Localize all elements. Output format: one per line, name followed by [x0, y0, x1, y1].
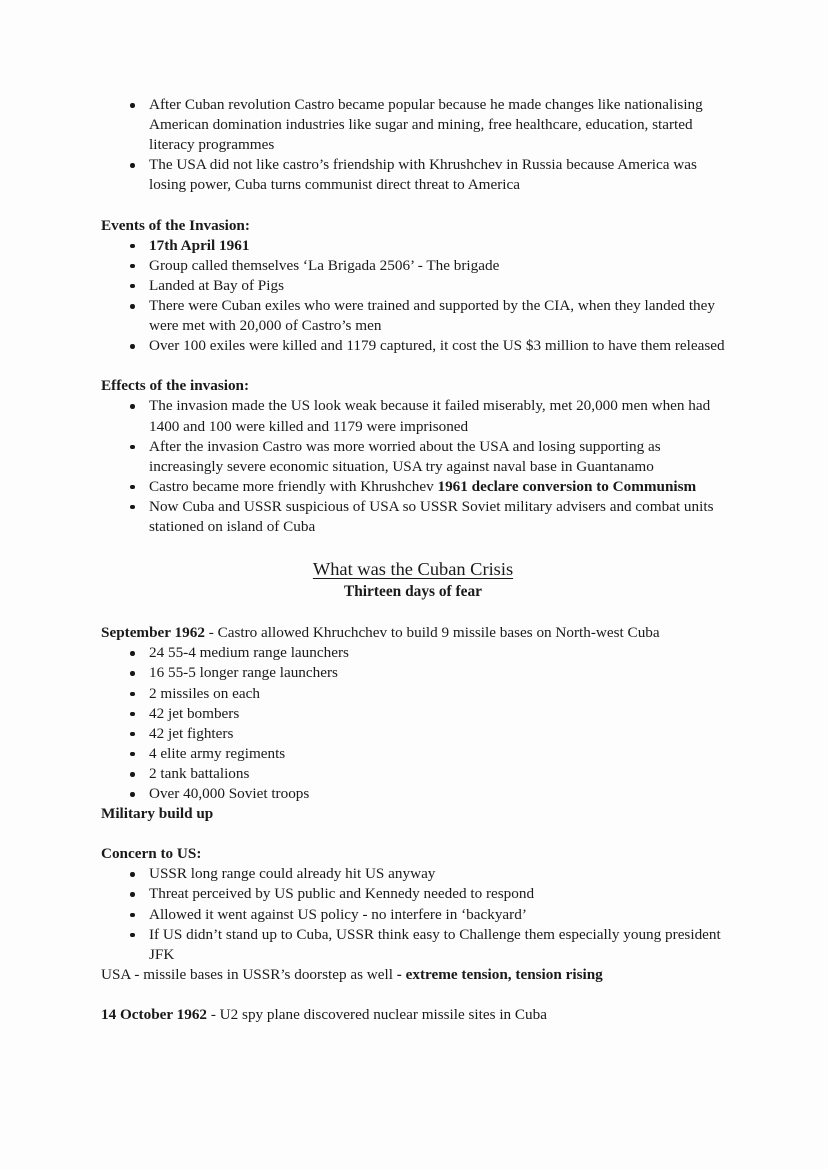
- events-bullet-list: [101, 236, 725, 357]
- section-spacer: [101, 356, 725, 376]
- usa-text-bold: - extreme tension, tension rising: [396, 965, 603, 983]
- page-subtitle: Thirteen days of fear: [343, 583, 483, 601]
- usa-text-plain: USA - missile bases in USSR’s doorstep as well: [101, 965, 397, 983]
- list-item: 4 elite army regiments: [101, 744, 725, 764]
- october-text: - U2 spy plane discovered nuclear missile sites in Cuba: [207, 1006, 547, 1024]
- military-build-up-heading: Military build up: [101, 805, 214, 823]
- september-1962-line: [101, 623, 725, 643]
- list-item: The invasion made the US look weak because it failed miserably, met 20,000 men when had 1400 and 100 were killed and 1179 were imprisoned: [101, 396, 725, 436]
- events-section-heading: Events of the Invasion:: [101, 216, 250, 234]
- list-item: 2 missiles on each: [101, 684, 725, 704]
- section-spacer: [101, 985, 725, 1005]
- bullet-text-bold: 1961 declare conversion to Communism: [437, 477, 697, 495]
- list-item: Over 40,000 Soviet troops: [101, 784, 725, 804]
- list-item: After Cuban revolution Castro became popular because he made changes like nationalising American domination industries like sugar and mining, free healthcare, education, started literacy programmes: [101, 95, 725, 155]
- list-item: Allowed it went against US policy - no interfere in ‘backyard’: [101, 905, 725, 925]
- effects-bullet-list: [101, 396, 725, 537]
- document-body: [101, 95, 725, 1025]
- intro-bullet-list: [101, 95, 725, 195]
- list-item: USSR long range could already hit US anyway: [101, 864, 725, 884]
- effects-section-heading: Effects of the invasion:: [101, 377, 250, 395]
- list-item: Over 100 exiles were killed and 1179 captured, it cost the US $3 million to have them released: [101, 336, 725, 356]
- concern-section-heading: Concern to US:: [101, 845, 202, 863]
- september-text: - Castro allowed Khruchchev to build 9 missile bases on North-west Cuba: [204, 624, 660, 642]
- list-item: After the invasion Castro was more worried about the USA and losing supporting as increasingly severe economic situation, USA try against naval base in Guantanamo: [101, 437, 725, 477]
- list-item: There were Cuban exiles who were trained and supported by the CIA, when they landed they were met with 20,000 of Castro’s men: [101, 296, 725, 336]
- section-spacer: [101, 537, 725, 557]
- section-spacer: [101, 603, 725, 623]
- concern-bullet-list: [101, 864, 725, 964]
- list-item: 42 jet fighters: [101, 724, 725, 744]
- section-spacer: [101, 195, 725, 215]
- section-spacer: [101, 824, 725, 844]
- list-item: 2 tank battalions: [101, 764, 725, 784]
- october-1962-line: [101, 1005, 725, 1025]
- list-item: 24 55-4 medium range launchers: [101, 643, 725, 663]
- september-date: September 1962: [101, 624, 205, 642]
- usa-tension-line: [101, 965, 725, 985]
- list-item: If US didn’t stand up to Cuba, USSR think easy to Challenge them especially young president JFK: [101, 925, 725, 965]
- list-item: Landed at Bay of Pigs: [101, 276, 725, 296]
- october-date: 14 October 1962: [101, 1006, 208, 1024]
- list-item-khrushchev: [101, 477, 725, 497]
- list-item: Group called themselves ‘La Brigada 2506’ - The brigade: [101, 256, 725, 276]
- list-item: 42 jet bombers: [101, 704, 725, 724]
- list-item: 17th April 1961: [101, 236, 725, 256]
- list-item: The USA did not like castro’s friendship with Khrushchev in Russia because America was losing power, Cuba turns communist direct threat to America: [101, 155, 725, 195]
- list-item: Now Cuba and USSR suspicious of USA so USSR Soviet military advisers and combat units stationed on island of Cuba: [101, 497, 725, 537]
- page-title: What was the Cuban Crisis: [312, 559, 514, 580]
- list-item: 16 55-5 longer range launchers: [101, 663, 725, 683]
- missile-bullet-list: [101, 643, 725, 804]
- crisis-title-block: [101, 557, 725, 603]
- bullet-text-plain: Castro became more friendly with Khrushchev: [149, 477, 438, 495]
- list-item: Threat perceived by US public and Kennedy needed to respond: [101, 884, 725, 904]
